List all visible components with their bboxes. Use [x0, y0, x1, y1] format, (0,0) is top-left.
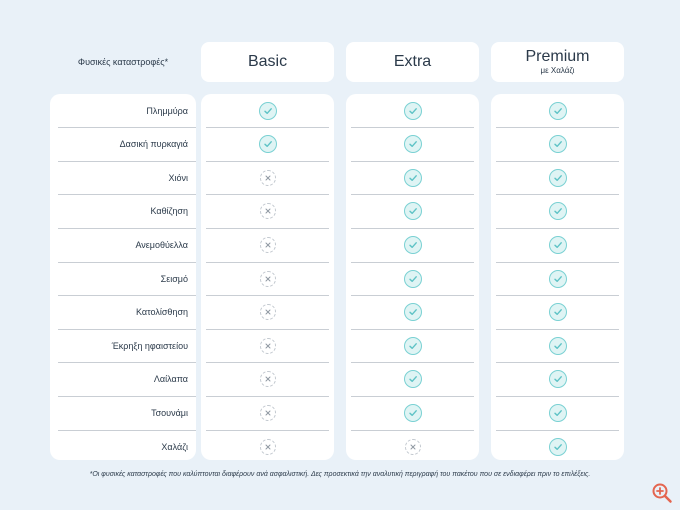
feature-labels-panel: [50, 94, 196, 460]
check-circle-icon: [404, 303, 422, 321]
check-circle-icon: [404, 102, 422, 120]
coverage-cell: [201, 430, 334, 463]
check-circle-icon: [404, 135, 422, 153]
coverage-cell: [201, 94, 334, 127]
check-circle-icon: [404, 270, 422, 288]
feature-label: Έκρηξη ηφαιστείου: [111, 340, 188, 351]
feature-label: Ανεμοθύελλα: [135, 239, 188, 250]
coverage-cell: [491, 296, 624, 329]
check-circle-icon: [404, 404, 422, 422]
coverage-cell: [201, 296, 334, 329]
x-circle-icon: [260, 439, 276, 455]
coverage-cell: [201, 396, 334, 429]
coverage-cell: [346, 296, 479, 329]
coverage-cell: [346, 128, 479, 161]
coverage-cell: [346, 329, 479, 362]
coverage-cell: [491, 128, 624, 161]
check-circle-icon: [549, 102, 567, 120]
coverage-cell: [201, 262, 334, 295]
coverage-cell: [346, 195, 479, 228]
basic-coverage-panel: [201, 94, 334, 460]
check-circle-icon: [549, 169, 567, 187]
plan-subtitle-premium: με Χαλάζι: [540, 66, 575, 76]
footnote: *Οι φυσικές καταστροφές που καλύπτονται διαφέρουν ανά ασφαλιστική. Δες προσεκτικά την αναλυτική περιγραφή του πακέτου που σε ενδιαφέρει πριν το επιλέξεις.: [89, 471, 591, 478]
coverage-cell: [491, 228, 624, 261]
feature-label: Πλημμύρα: [146, 105, 188, 116]
zoom-button[interactable]: [650, 481, 674, 505]
coverage-cell: [201, 128, 334, 161]
check-circle-icon: [549, 270, 567, 288]
check-circle-icon: [404, 370, 422, 388]
feature-label: Λαίλαπα: [153, 374, 188, 385]
check-circle-icon: [549, 303, 567, 321]
plan-name-basic: Basic: [247, 52, 288, 70]
plan-name-extra: Extra: [393, 52, 432, 70]
x-circle-icon: [260, 237, 276, 253]
extra-coverage-panel: [346, 94, 479, 460]
check-circle-icon: [549, 438, 567, 456]
coverage-cell: [201, 161, 334, 194]
feature-label: Δασική πυρκαγιά: [119, 139, 188, 150]
check-circle-icon: [259, 102, 277, 120]
check-circle-icon: [404, 236, 422, 254]
coverage-cell: [491, 363, 624, 396]
check-circle-icon: [404, 337, 422, 355]
coverage-cell: [346, 262, 479, 295]
check-circle-icon: [259, 135, 277, 153]
zoom-in-icon: [651, 482, 673, 504]
coverage-cell: [491, 161, 624, 194]
feature-label: Χιόνι: [168, 172, 188, 183]
feature-label: Σεισμό: [160, 273, 188, 284]
x-circle-icon: [260, 405, 276, 421]
coverage-cell: [346, 363, 479, 396]
feature-label: Χαλάζι: [161, 441, 188, 452]
coverage-cell: [346, 161, 479, 194]
coverage-cell: [201, 363, 334, 396]
coverage-cell: [201, 228, 334, 261]
coverage-cell: [491, 94, 624, 127]
category-header: [50, 42, 196, 82]
coverage-cell: [201, 329, 334, 362]
feature-label: Καθίζηση: [150, 206, 188, 217]
coverage-cell: [491, 262, 624, 295]
check-circle-icon: [549, 202, 567, 220]
premium-coverage-panel: [491, 94, 624, 460]
coverage-cell: [491, 329, 624, 362]
check-circle-icon: [549, 404, 567, 422]
x-circle-icon: [260, 271, 276, 287]
coverage-cell: [491, 430, 624, 463]
check-circle-icon: [549, 337, 567, 355]
x-circle-icon: [260, 371, 276, 387]
coverage-cell: [346, 228, 479, 261]
plan-header-extra: [346, 42, 479, 82]
feature-label: Τσουνάμι: [151, 407, 188, 418]
x-circle-icon: [260, 338, 276, 354]
category-header-label: Φυσικές καταστροφές*: [77, 57, 169, 67]
coverage-cell: [491, 195, 624, 228]
plan-name-premium: Premium: [525, 47, 590, 65]
x-circle-icon: [260, 304, 276, 320]
x-circle-icon: [260, 203, 276, 219]
check-circle-icon: [404, 169, 422, 187]
check-circle-icon: [549, 370, 567, 388]
coverage-cell: [201, 195, 334, 228]
coverage-cell: [346, 430, 479, 463]
check-circle-icon: [549, 135, 567, 153]
plan-header-basic: [201, 42, 334, 82]
plan-header-premium: [491, 42, 624, 82]
coverage-cell: [491, 396, 624, 429]
coverage-cell: [346, 94, 479, 127]
x-circle-icon: [260, 170, 276, 186]
coverage-cell: [346, 396, 479, 429]
x-circle-icon: [405, 439, 421, 455]
feature-label: Κατολίσθηση: [136, 307, 188, 318]
check-circle-icon: [549, 236, 567, 254]
check-circle-icon: [404, 202, 422, 220]
